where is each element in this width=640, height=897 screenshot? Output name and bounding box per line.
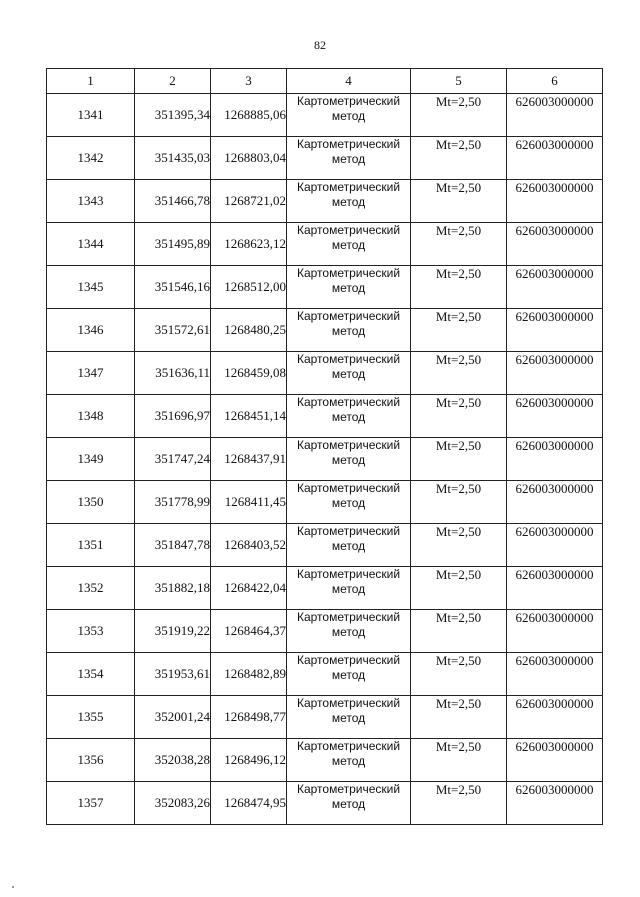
coordinate-y: 1268496,12 — [211, 739, 287, 782]
territory-code: 626003000000 — [507, 309, 603, 352]
coordinates-table — [46, 68, 603, 825]
territory-code: 626003000000 — [507, 266, 603, 309]
method-line-1: Картометрический — [296, 137, 401, 151]
table-row — [47, 309, 603, 352]
coordinate-x: 351747,24 — [135, 438, 211, 481]
table-row — [47, 438, 603, 481]
column-header-4: 4 — [287, 69, 411, 94]
coordinate-y: 1268498,77 — [211, 696, 287, 739]
method-line-1: Картометрический — [296, 567, 401, 581]
point-number: 1343 — [47, 180, 135, 223]
method-line-2: метод — [331, 625, 366, 639]
method-line-2: метод — [331, 109, 366, 123]
coordinate-y: 1268451,14 — [211, 395, 287, 438]
accuracy-value: Mt=2,50 — [411, 137, 507, 180]
method-line-2: метод — [331, 539, 366, 553]
coordinate-x: 351546,16 — [135, 266, 211, 309]
territory-code: 626003000000 — [507, 352, 603, 395]
accuracy-value: Mt=2,50 — [411, 395, 507, 438]
method-line-2: метод — [331, 668, 366, 682]
method-line-1: Картометрический — [296, 696, 401, 710]
coordinate-x: 351572,61 — [135, 309, 211, 352]
coordinate-x: 351953,61 — [135, 653, 211, 696]
point-number: 1342 — [47, 137, 135, 180]
coordinate-x: 351882,18 — [135, 567, 211, 610]
territory-code: 626003000000 — [507, 653, 603, 696]
method-cell — [287, 524, 411, 567]
method-line-1: Картометрический — [296, 653, 401, 667]
territory-code: 626003000000 — [507, 438, 603, 481]
point-number: 1344 — [47, 223, 135, 266]
accuracy-value: Mt=2,50 — [411, 266, 507, 309]
method-line-1: Картометрический — [296, 223, 401, 237]
point-number: 1347 — [47, 352, 135, 395]
coordinate-x: 351696,97 — [135, 395, 211, 438]
method-line-2: метод — [331, 281, 366, 295]
coordinate-x: 351919,22 — [135, 610, 211, 653]
accuracy-value: Mt=2,50 — [411, 352, 507, 395]
territory-code: 626003000000 — [507, 395, 603, 438]
coordinate-y: 1268474,95 — [211, 782, 287, 825]
method-line-1: Картометрический — [296, 309, 401, 323]
accuracy-value: Mt=2,50 — [411, 309, 507, 352]
territory-code: 626003000000 — [507, 524, 603, 567]
table-row — [47, 94, 603, 137]
method-cell — [287, 481, 411, 524]
table-row — [47, 610, 603, 653]
coordinate-x: 351495,89 — [135, 223, 211, 266]
method-line-1: Картометрический — [296, 180, 401, 194]
coordinate-x: 352038,28 — [135, 739, 211, 782]
point-number: 1353 — [47, 610, 135, 653]
coordinate-x: 351395,34 — [135, 94, 211, 137]
coordinate-y: 1268464,37 — [211, 610, 287, 653]
method-cell — [287, 438, 411, 481]
method-line-1: Картометрический — [296, 524, 401, 538]
method-cell — [287, 266, 411, 309]
accuracy-value: Mt=2,50 — [411, 180, 507, 223]
coordinate-y: 1268512,00 — [211, 266, 287, 309]
coordinate-y: 1268403,52 — [211, 524, 287, 567]
method-line-2: метод — [331, 496, 366, 510]
accuracy-value: Mt=2,50 — [411, 94, 507, 137]
table-row — [47, 266, 603, 309]
point-number: 1346 — [47, 309, 135, 352]
method-line-2: метод — [331, 453, 366, 467]
territory-code: 626003000000 — [507, 94, 603, 137]
table-row — [47, 567, 603, 610]
table-row — [47, 180, 603, 223]
header-row — [47, 69, 603, 94]
accuracy-value: Mt=2,50 — [411, 481, 507, 524]
column-header-1: 1 — [47, 69, 135, 94]
table-row — [47, 481, 603, 524]
method-line-2: метод — [331, 152, 366, 166]
page-number: 82 — [314, 38, 326, 52]
territory-code: 626003000000 — [507, 223, 603, 266]
method-cell — [287, 180, 411, 223]
accuracy-value: Mt=2,50 — [411, 524, 507, 567]
column-header-2: 2 — [135, 69, 211, 94]
coordinate-x: 352001,24 — [135, 696, 211, 739]
coordinate-y: 1268437,91 — [211, 438, 287, 481]
method-cell — [287, 653, 411, 696]
column-header-6: 6 — [507, 69, 603, 94]
table-row — [47, 352, 603, 395]
territory-code: 626003000000 — [507, 696, 603, 739]
coordinate-x: 351636,11 — [135, 352, 211, 395]
territory-code: 626003000000 — [507, 782, 603, 825]
coordinate-y: 1268482,89 — [211, 653, 287, 696]
method-line-1: Картометрический — [296, 94, 401, 108]
territory-code: 626003000000 — [507, 739, 603, 782]
method-line-2: метод — [331, 410, 366, 424]
accuracy-value: Mt=2,50 — [411, 782, 507, 825]
coordinate-y: 1268885,06 — [211, 94, 287, 137]
table-row — [47, 739, 603, 782]
method-line-1: Картометрический — [296, 610, 401, 624]
coordinate-y: 1268623,12 — [211, 223, 287, 266]
method-cell — [287, 223, 411, 266]
method-cell — [287, 567, 411, 610]
point-number: 1350 — [47, 481, 135, 524]
method-line-2: метод — [331, 195, 366, 209]
coordinate-x: 351847,78 — [135, 524, 211, 567]
accuracy-value: Mt=2,50 — [411, 739, 507, 782]
table-row — [47, 653, 603, 696]
accuracy-value: Mt=2,50 — [411, 610, 507, 653]
coordinate-x: 351435,03 — [135, 137, 211, 180]
method-cell — [287, 739, 411, 782]
method-line-1: Картометрический — [296, 352, 401, 366]
method-line-1: Картометрический — [296, 438, 401, 452]
method-cell — [287, 395, 411, 438]
method-cell — [287, 94, 411, 137]
point-number: 1355 — [47, 696, 135, 739]
territory-code: 626003000000 — [507, 481, 603, 524]
method-line-1: Картометрический — [296, 266, 401, 280]
point-number: 1354 — [47, 653, 135, 696]
table-row — [47, 137, 603, 180]
coordinate-x: 351466,78 — [135, 180, 211, 223]
coordinate-x: 352083,26 — [135, 782, 211, 825]
method-line-2: метод — [331, 582, 366, 596]
point-number: 1351 — [47, 524, 135, 567]
coordinate-y: 1268459,08 — [211, 352, 287, 395]
method-line-2: метод — [331, 238, 366, 252]
method-line-1: Картометрический — [296, 782, 401, 796]
territory-code: 626003000000 — [507, 610, 603, 653]
scan-speck — [12, 886, 14, 888]
point-number: 1357 — [47, 782, 135, 825]
coordinate-x: 351778,99 — [135, 481, 211, 524]
accuracy-value: Mt=2,50 — [411, 438, 507, 481]
method-line-2: метод — [331, 367, 366, 381]
method-line-2: метод — [331, 754, 366, 768]
table-body — [47, 94, 603, 825]
method-cell — [287, 137, 411, 180]
method-line-2: метод — [331, 711, 366, 725]
point-number: 1345 — [47, 266, 135, 309]
method-cell — [287, 782, 411, 825]
table-header — [47, 69, 603, 94]
table-row — [47, 696, 603, 739]
method-cell — [287, 309, 411, 352]
column-header-5: 5 — [411, 69, 507, 94]
method-line-1: Картометрический — [296, 481, 401, 495]
table-row — [47, 223, 603, 266]
method-cell — [287, 610, 411, 653]
point-number: 1349 — [47, 438, 135, 481]
method-cell — [287, 352, 411, 395]
coordinate-y: 1268721,02 — [211, 180, 287, 223]
coordinate-y: 1268422,04 — [211, 567, 287, 610]
method-line-1: Картометрический — [296, 395, 401, 409]
territory-code: 626003000000 — [507, 137, 603, 180]
accuracy-value: Mt=2,50 — [411, 223, 507, 266]
column-header-3: 3 — [211, 69, 287, 94]
coordinate-y: 1268411,45 — [211, 481, 287, 524]
accuracy-value: Mt=2,50 — [411, 567, 507, 610]
accuracy-value: Mt=2,50 — [411, 653, 507, 696]
table-row — [47, 395, 603, 438]
method-line-2: метод — [331, 324, 366, 338]
table-row — [47, 782, 603, 825]
territory-code: 626003000000 — [507, 180, 603, 223]
accuracy-value: Mt=2,50 — [411, 696, 507, 739]
point-number: 1348 — [47, 395, 135, 438]
method-line-2: метод — [331, 797, 366, 811]
point-number: 1352 — [47, 567, 135, 610]
coordinate-y: 1268803,04 — [211, 137, 287, 180]
coordinate-y: 1268480,25 — [211, 309, 287, 352]
method-cell — [287, 696, 411, 739]
point-number: 1341 — [47, 94, 135, 137]
point-number: 1356 — [47, 739, 135, 782]
method-line-1: Картометрический — [296, 739, 401, 753]
table-row — [47, 524, 603, 567]
territory-code: 626003000000 — [507, 567, 603, 610]
